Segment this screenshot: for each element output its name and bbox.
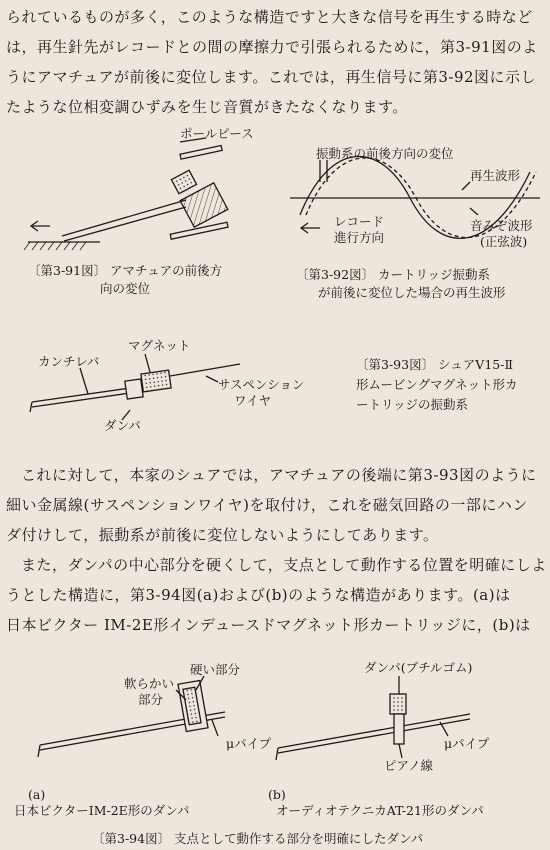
label-soft-part-1: 軟らかい — [124, 676, 175, 691]
text-line: ダ付けして，振動系が前後に変位しないようにしてあります。 — [6, 526, 439, 544]
label-record-2: 進行方向 — [334, 230, 385, 245]
label-mu-pipe-a: μパイプ — [226, 736, 272, 751]
label-magnet: マグネット — [128, 338, 191, 353]
label-suspension-2: ワイヤ — [234, 393, 272, 408]
label-record-1: レコード — [334, 214, 385, 229]
text-line: 細い金属線(サスペンションワイヤ)を取付け，これを磁気回路の一部にハン — [6, 496, 528, 514]
piano-wire-holder — [394, 714, 404, 744]
label-sound-groove-2: (正弦波) — [480, 234, 528, 249]
label-damper-butyl: ダンパ(ブチルゴム) — [364, 660, 473, 675]
text-line: たような位相変調ひずみを生じ音質がきたなくなります。 — [6, 98, 408, 116]
caption-3-94: 〔第3-94図〕 支点として動作する部分を明確にしたダンパ — [92, 831, 424, 846]
caption-3-91-line2: 向の変位 — [100, 281, 151, 296]
stylus-tip-a — [38, 745, 40, 757]
label-soft-part-2: 部分 — [138, 692, 164, 707]
text-line: うにアマチュアが前後に変位します。これでは，再生信号に第3-92図に示し — [6, 68, 537, 86]
caption-3-93-line1: 〔第3-93図〕 シュアV15-Ⅱ — [356, 357, 513, 372]
cantilever-b — [278, 714, 470, 748]
stylus-tip-b — [276, 748, 278, 760]
label-hard-part: 硬い部分 — [190, 662, 241, 677]
leader-line — [212, 720, 218, 736]
sub-a-tag: (a) — [28, 787, 46, 802]
text-line: られているものが多く，このような構造ですと大きな信号を再生する時など — [6, 8, 533, 26]
label-suspension-1: サスペンション — [218, 377, 305, 392]
caption-3-91-line1: 〔第3-91図〕 アマチュアの前後方 — [28, 263, 223, 278]
label-damper: ダンパ — [104, 418, 141, 433]
label-displacement: 振動系の前後方向の変位 — [316, 146, 454, 161]
caption-3-92-line2: が前後に変位した場合の再生波形 — [318, 285, 506, 300]
text-line: 日本ビクター IM-2E形インデュースドマグネット形カートリッジに，(b)は — [6, 616, 531, 634]
text-line: また，ダンパの中心部分を硬くして，支点として動作する位置を明確にしよ — [21, 556, 547, 574]
text-line: これに対して，本家のシュアでは，アマチュアの後端に第3-93図のように — [21, 466, 537, 484]
damper-b — [390, 694, 406, 714]
label-playback-wave: 再生波形 — [470, 168, 521, 183]
caption-3-92-line1: 〔第3-92図〕 カートリッジ振動系 — [296, 267, 491, 282]
caption-3-93-line2: 形ムービングマグネット形カ — [356, 377, 518, 392]
leader-line — [399, 744, 402, 758]
text-line: うとした構造に，第3-94図(a)および(b)のような構造があります。(a)は — [6, 586, 511, 604]
sub-b-tag: (b) — [268, 787, 286, 802]
label-sound-groove-1: 音みぞ波形 — [470, 218, 533, 233]
sub-a-text: 日本ビクターIM-2E形のダンパ — [14, 803, 190, 818]
label-mu-pipe-b: μパイプ — [444, 736, 490, 751]
sub-b-text: オーディオテクニカAT-21形のダンパ — [276, 803, 484, 818]
label-pole-piece: ポールピース — [180, 126, 254, 141]
caption-3-93-line3: ートリッジの振動系 — [356, 397, 469, 412]
label-cantilever: カンチレバ — [38, 354, 100, 369]
label-piano-wire: ピアノ線 — [384, 758, 434, 773]
text-line: は，再生針先がレコードとの間の摩擦力で引張られるために，第3-91図のよ — [6, 38, 538, 56]
